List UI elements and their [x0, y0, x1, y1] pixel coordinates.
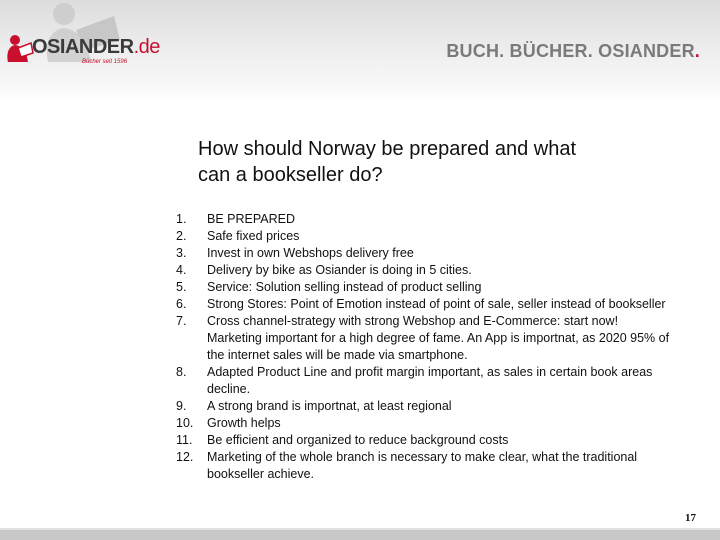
list-item-text: Invest in own Webshops delivery free: [207, 246, 414, 260]
list-item-text: Marketing of the whole branch is necessary to make clear, what the traditional bookseller achieve.: [207, 450, 638, 481]
list-item-number: 7.: [176, 314, 187, 328]
list-item-number: 3.: [176, 246, 187, 260]
list-item: [176, 398, 676, 415]
slide-title: [198, 136, 678, 188]
logo-wordmark: [32, 36, 160, 59]
list-item-number: 4.: [176, 263, 187, 277]
logo-right-dot: .: [694, 41, 700, 61]
list-item: [176, 262, 676, 279]
logo-tld: .de: [133, 36, 160, 58]
list-item: [176, 313, 676, 364]
list-item: [176, 415, 676, 432]
slide-header: [0, 0, 720, 102]
list-item-number: 6.: [176, 297, 187, 311]
list-item-number: 5.: [176, 280, 187, 294]
list-item-text: A strong brand is importnat, at least regional: [207, 399, 452, 413]
list-item-text: Service: Solution selling instead of product selling: [207, 280, 482, 294]
list-item-text: Safe fixed prices: [207, 229, 300, 243]
numbered-list: [176, 211, 676, 483]
list-item-number: 11.: [176, 433, 193, 447]
list-item-text: Be efficient and organized to reduce background costs: [207, 433, 509, 447]
logo-right-part1: BUCH. BÜCHER.: [446, 41, 593, 61]
logo-right-part2: OSIANDER: [598, 41, 695, 61]
osiander-de-logo[interactable]: [4, 32, 160, 72]
list-item: [176, 245, 676, 262]
list-item: [176, 296, 676, 313]
footer-bar: [0, 530, 720, 540]
list-item: [176, 432, 676, 449]
list-item: [176, 211, 676, 228]
osiander-reader-logo-icon: [4, 33, 34, 63]
list-item-number: 8.: [176, 365, 187, 379]
list-item-number: 12.: [176, 450, 194, 464]
logo-tagline: Bücher seit 1596: [82, 59, 128, 65]
list-item: [176, 228, 676, 245]
list-item-text: BE PREPARED: [207, 212, 295, 226]
slide-title-line: How should Norway be prepared and what: [198, 138, 576, 160]
list-item: [176, 449, 676, 483]
list-item-text: Strong Stores: Point of Emotion instead of point of sale, seller instead of bookseller: [207, 297, 666, 311]
slide-title-line: can a bookseller do?: [198, 164, 383, 186]
list-item: [176, 364, 676, 398]
logo-name: OSIANDER: [32, 36, 134, 58]
list-item: [176, 279, 676, 296]
list-item-text: Cross channel-strategy with strong Webshop and E-Commerce: start now! Marketing important for a high degree of fame. An App is importnat, as 2020 95% of the internet sales will be made via smartphone.: [207, 314, 670, 362]
list-item-text: Adapted Product Line and profit margin important, as sales in certain book areas decline.: [207, 365, 653, 396]
buch-buecher-osiander-logo[interactable]: [446, 41, 700, 62]
list-item-text: Growth helps: [207, 416, 281, 430]
list-item-number: 1.: [176, 212, 187, 226]
list-item-number: 9.: [176, 399, 187, 413]
list-item-number: 2.: [176, 229, 187, 243]
list-item-text: Delivery by bike as Osiander is doing in 5 cities.: [207, 263, 472, 277]
page-number: 17: [685, 512, 696, 524]
list-item-number: 10.: [176, 416, 194, 430]
